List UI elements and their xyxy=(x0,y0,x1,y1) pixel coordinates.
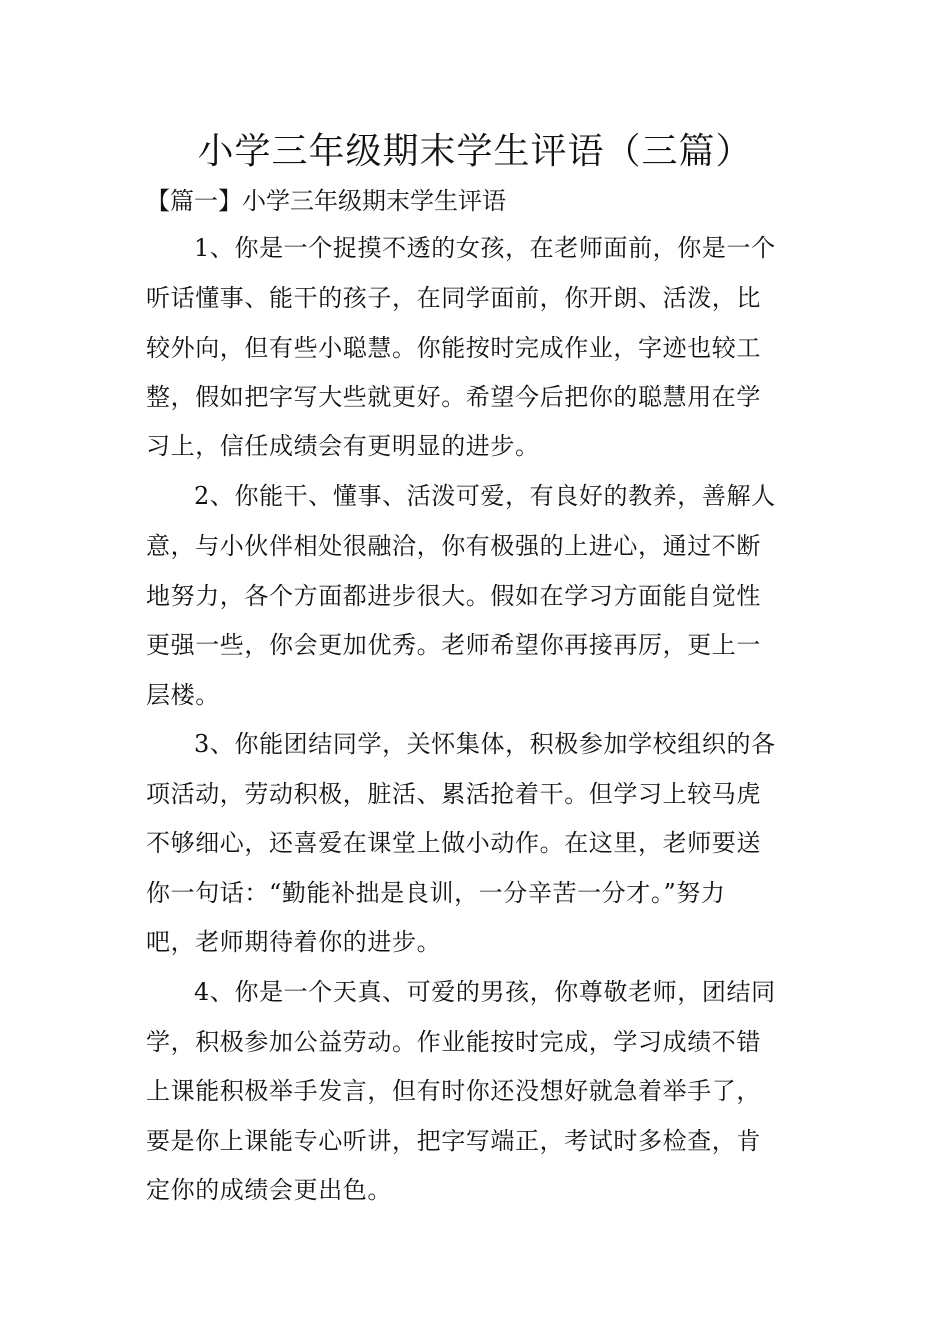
text-line: 习上，信任成绩会有更明显的进步。 xyxy=(146,432,540,460)
text-line: 吧，老师期待着你的进步。 xyxy=(146,928,442,956)
text-line: 整，假如把字写大些就更好。希望今后把你的聪慧用在学 xyxy=(146,383,761,411)
text-line: 2、你能干、懂事、活泼可爱，有良好的教养，善解人 xyxy=(194,482,776,510)
text-line: 3、你能团结同学，关怀集体，积极参加学校组织的各 xyxy=(194,730,776,758)
text-line: 定你的成绩会更出色。 xyxy=(146,1176,392,1204)
text-line: 上课能积极举手发言，但有时你还没想好就急着举手了， xyxy=(146,1077,761,1105)
text-line: 地努力，各个方面都进步很大。假如在学习方面能自觉性 xyxy=(146,582,761,610)
text-line: 较外向，但有些小聪慧。你能按时完成作业，字迹也较工 xyxy=(146,334,761,362)
text-line: 更强一些，你会更加优秀。老师希望你再接再厉，更上一 xyxy=(146,631,761,659)
text-line: 不够细心，还喜爱在课堂上做小动作。在这里，老师要送 xyxy=(146,829,761,857)
text-line: 你一句话：“勤能补拙是良训，一分辛苦一分才。”努力 xyxy=(146,879,726,907)
text-line: 要是你上课能专心听讲，把字写端正，考试时多检查，肯 xyxy=(146,1127,761,1155)
text-line: 4、你是一个天真、可爱的男孩，你尊敬老师，团结同 xyxy=(194,978,776,1006)
page-title: 小学三年级期末学生评语（三篇） xyxy=(197,131,753,172)
text-line: 层楼。 xyxy=(146,681,220,709)
section-heading: 【篇一】小学三年级期末学生评语 xyxy=(146,187,506,215)
text-line: 学，积极参加公益劳动。作业能按时完成，学习成绩不错 xyxy=(146,1028,761,1056)
text-line: 1、你是一个捉摸不透的女孩，在老师面前，你是一个 xyxy=(194,234,776,262)
text-line: 听话懂事、能干的孩子，在同学面前，你开朗、活泼，比 xyxy=(146,284,761,312)
text-line: 意，与小伙伴相处很融洽，你有极强的上进心，通过不断 xyxy=(146,532,761,560)
text-line: 项活动，劳动积极，脏活、累活抢着干。但学习上较马虎 xyxy=(146,780,761,808)
